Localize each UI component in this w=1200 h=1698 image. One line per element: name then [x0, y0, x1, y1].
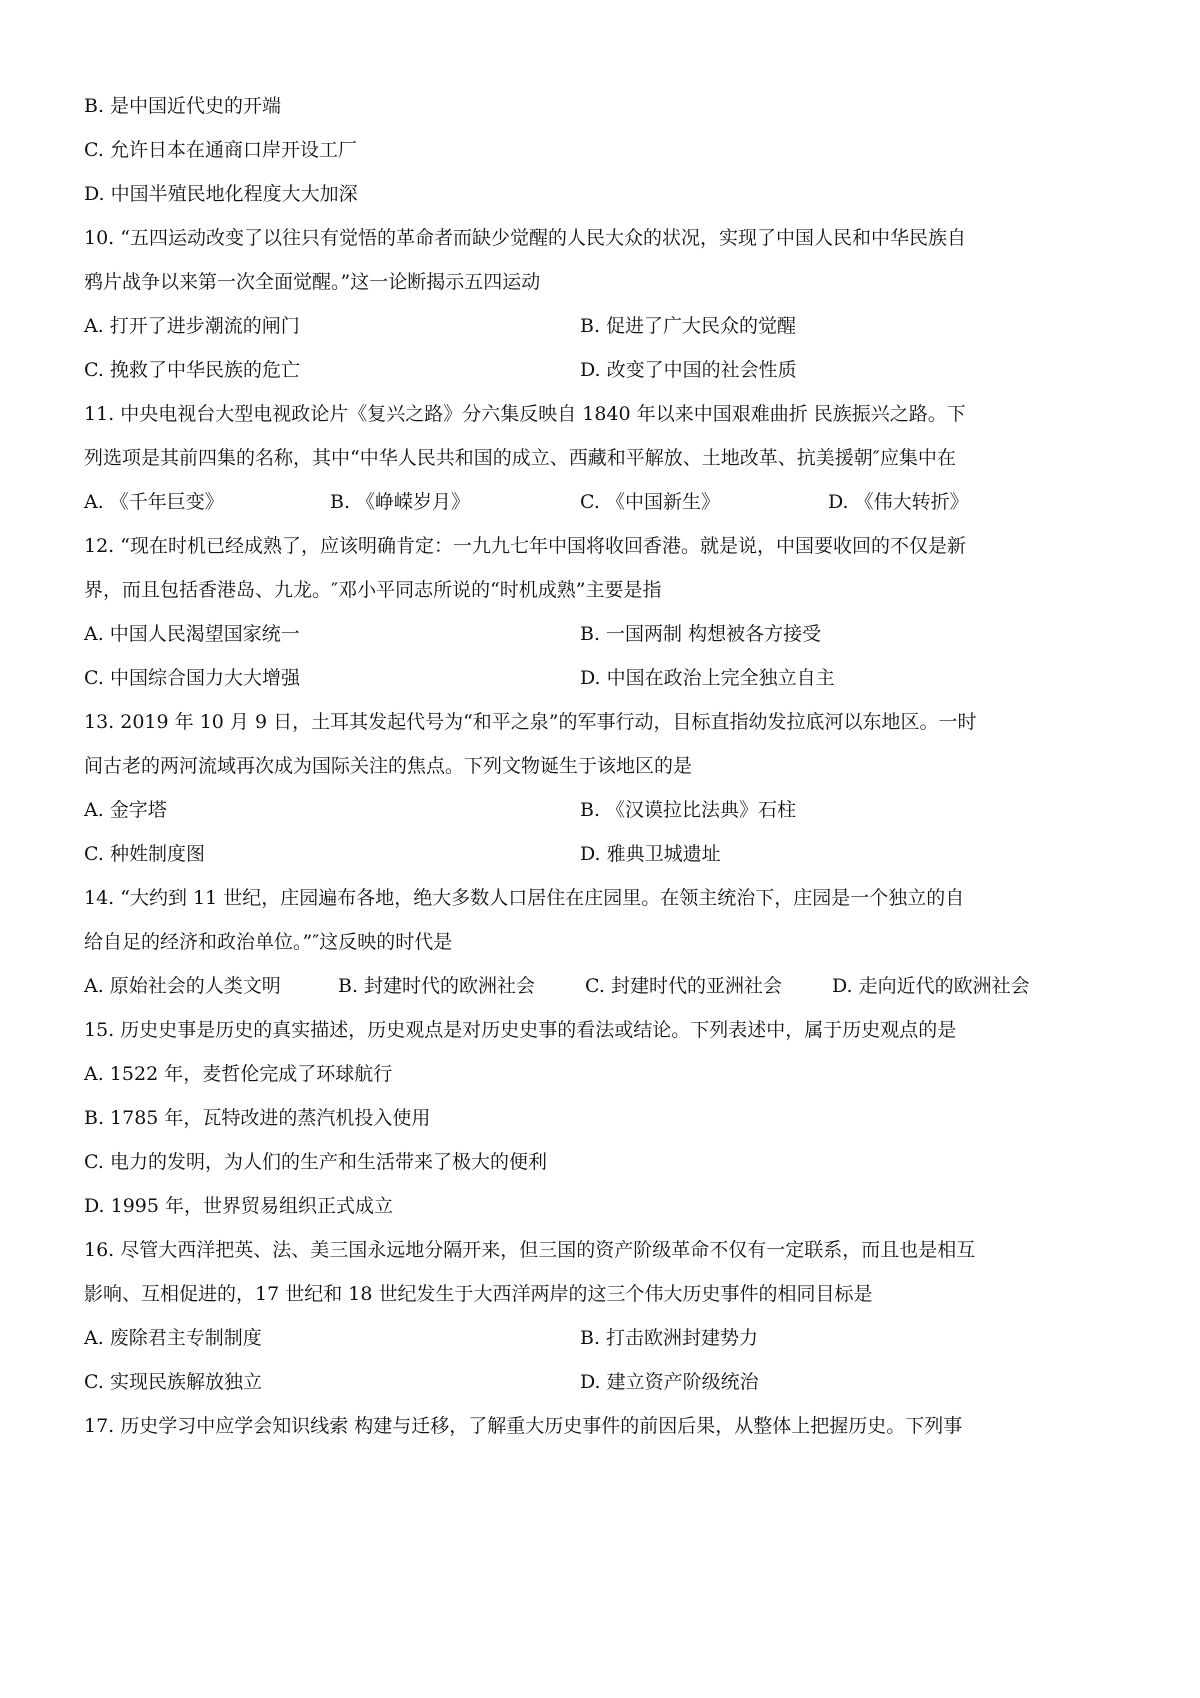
q11-option-c: C. 《中国新生》 — [580, 491, 720, 513]
q11-option-d: D. 《伟大转折》 — [828, 491, 969, 513]
q12-option-c: C. 中国综合国力大大增强 — [84, 667, 300, 689]
q13-option-b: B. 《汉谟拉比法典》石柱 — [580, 799, 797, 821]
q16-option-b: B. 打击欧洲封建势力 — [580, 1327, 759, 1349]
q15-option-a: A. 1522 年，麦哲伦完成了环球航行 — [84, 1063, 393, 1085]
q13-option-c: C. 种姓制度图 — [84, 843, 205, 865]
q13-stem-line1: 13. 2019 年 10 月 9 日，土耳其发起代号为“和平之泉”的军事行动，目标直指幼发拉底河以东地区。一时 — [84, 711, 977, 733]
q12-option-d: D. 中国在政治上完全独立自主 — [580, 667, 835, 689]
q10-stem-line2: 鸦片战争以来第一次全面觉醒。”这一论断揭示五四运动 — [84, 271, 541, 293]
q12-option-b: B. 一国两制 构想被各方接受 — [580, 623, 822, 645]
q12-option-a: A. 中国人民渴望国家统一 — [84, 623, 300, 645]
q15-option-d: D. 1995 年，世界贸易组织正式成立 — [84, 1195, 394, 1217]
q14-option-d: D. 走向近代的欧洲社会 — [832, 975, 1030, 997]
q14-option-a: A. 原始社会的人类文明 — [84, 975, 281, 997]
q12-stem-line2: 界，而且包括香港岛、九龙。″邓小平同志所说的“时机成熟”主要是指 — [84, 579, 662, 601]
q14-option-c: C. 封建时代的亚洲社会 — [585, 975, 782, 997]
q15-option-b: B. 1785 年，瓦特改进的蒸汽机投入使用 — [84, 1107, 431, 1129]
q14-stem-line1: 14. “大约到 11 世纪，庄园遍布各地，绝大多数人口居住在庄园里。在领主统治下，庄园是一个独立的自 — [84, 887, 965, 909]
q13-stem-line2: 间古老的两河流域再次成为国际关注的焦点。下列文物诞生于该地区的是 — [84, 755, 693, 777]
q10-option-c: C. 挽救了中华民族的危亡 — [84, 359, 300, 381]
q10-stem-line1: 10. “五四运动改变了以往只有觉悟的革命者而缺少觉醒的人民大众的状况，实现了中国人民和中华民族自 — [84, 227, 966, 249]
q13-option-a: A. 金字塔 — [84, 799, 167, 821]
q10-option-a: A. 打开了进步潮流的闸门 — [84, 315, 300, 337]
q9-option-c: C. 允许日本在通商口岸开设工厂 — [84, 139, 357, 161]
q15-option-c: C. 电力的发明，为人们的生产和生活带来了极大的便利 — [84, 1151, 547, 1173]
q16-stem-line2: 影响、互相促进的，17 世纪和 18 世纪发生于大西洋两岸的这三个伟大历史事件的相同目标是 — [84, 1283, 873, 1305]
q10-option-b: B. 促进了广大民众的觉醒 — [580, 315, 797, 337]
q10-option-d: D. 改变了中国的社会性质 — [580, 359, 797, 381]
q11-option-b: B. 《峥嵘岁月》 — [330, 491, 471, 513]
q15-stem-line1: 15. 历史史事是历史的真实描述，历史观点是对历史史事的看法或结论。下列表述中，属于历史观点的是 — [84, 1019, 957, 1041]
q16-stem-line1: 16. 尽管大西洋把英、法、美三国永远地分隔开来，但三国的资产阶级革命不仅有一定联系，而且也是相互 — [84, 1239, 976, 1261]
q11-stem-line1: 11. 中央电视台大型电视政论片《复兴之路》分六集反映自 1840 年以来中国艰难曲折 民族振兴之路。下 — [84, 403, 966, 425]
q11-stem-line2: 列选项是其前四集的名称，其中“中华人民共和国的成立、西藏和平解放、土地改革、抗美援朝″应集中在 — [84, 447, 956, 469]
q9-option-b: B. 是中国近代史的开端 — [84, 95, 282, 117]
q9-option-d: D. 中国半殖民地化程度大大加深 — [84, 183, 358, 205]
q16-option-c: C. 实现民族解放独立 — [84, 1371, 262, 1393]
q13-option-d: D. 雅典卫城遗址 — [580, 843, 721, 865]
q14-option-b: B. 封建时代的欧洲社会 — [338, 975, 536, 997]
q12-stem-line1: 12. “现在时机已经成熟了，应该明确肯定：一九九七年中国将收回香港。就是说，中国要收回的不仅是新 — [84, 535, 966, 557]
q14-stem-line2: 给自足的经济和政治单位。”″这反映的时代是 — [84, 931, 453, 953]
q11-option-a: A. 《千年巨变》 — [84, 491, 224, 513]
q16-option-a: A. 废除君主专制制度 — [84, 1327, 262, 1349]
q17-stem-line1: 17. 历史学习中应学会知识线索 构建与迁移，了解重大历史事件的前因后果，从整体上把握历史。下列事 — [84, 1415, 963, 1437]
q16-option-d: D. 建立资产阶级统治 — [580, 1371, 759, 1393]
